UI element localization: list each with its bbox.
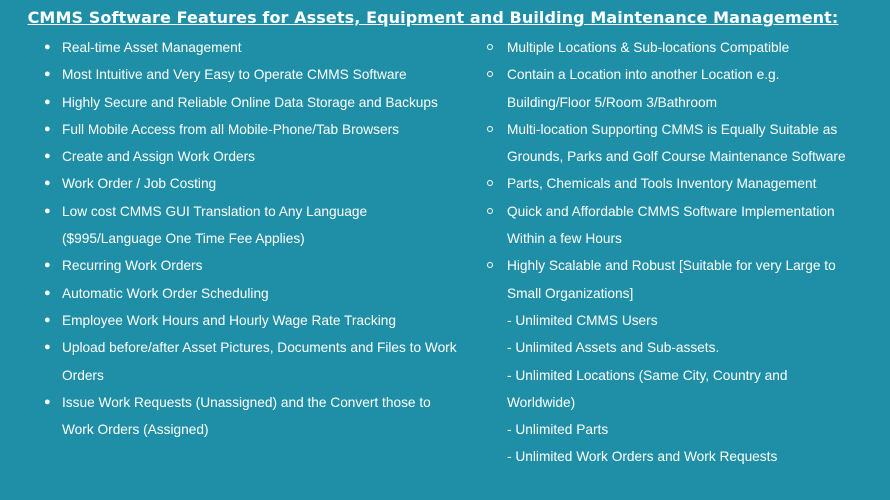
bullet-icon: ● (44, 259, 51, 272)
list-item-text: Highly Secure and Reliable Online Data Storage and Backups (62, 94, 438, 110)
list-item (44, 170, 462, 197)
bullet-icon: ● (44, 177, 51, 190)
list-item (507, 198, 857, 253)
bullet-icon: ● (44, 122, 51, 135)
list-item-text: Contain a Location into another Location e.g. Building/Floor 5/Room 3/Bathroom (507, 67, 780, 110)
sub-list-item-text: - Unlimited CMMS Users (507, 312, 658, 328)
sub-list-item (507, 334, 857, 361)
circle-bullet-icon (487, 180, 493, 186)
list-item (44, 34, 462, 61)
list-item (44, 198, 462, 253)
circle-bullet-icon (487, 208, 493, 214)
bullet-icon: ● (44, 95, 51, 108)
list-item-text: Highly Scalable and Robust [Suitable for very Large to Small Organizations] (507, 258, 836, 301)
list-item-text: Work Order / Job Costing (62, 176, 217, 192)
sub-list-item (507, 362, 857, 417)
list-item-text: Issue Work Requests (Unassigned) and the Convert those to Work Orders (Assigned) (62, 394, 431, 438)
list-item (507, 34, 857, 61)
circle-bullet-icon (487, 44, 493, 50)
list-item-text: Upload before/after Asset Pictures, Documents and Files to Work Orders (62, 340, 457, 383)
list-item (507, 252, 857, 307)
list-item (507, 61, 857, 116)
list-item (44, 89, 462, 116)
sub-list-item (507, 416, 857, 443)
list-item-text: Create and Assign Work Orders (62, 149, 255, 165)
sub-list-item-text: - Unlimited Locations (Same City, Country and Worldwide) (507, 367, 788, 410)
list-item-text: Most Intuitive and Very Easy to Operate CMMS Software (62, 67, 407, 83)
circle-bullet-icon (487, 71, 493, 77)
list-item-text: Employee Work Hours and Hourly Wage Rate Tracking (62, 312, 396, 328)
feature-list-right (507, 34, 857, 471)
bullet-icon: ● (44, 341, 51, 354)
bullet-icon: ● (44, 41, 51, 53)
list-item (44, 116, 462, 143)
bullet-icon: ● (44, 395, 51, 408)
list-item-text: Multi-location Supporting CMMS is Equally Suitable as Grounds, Parks and Golf Course Maintenance Software (507, 121, 846, 165)
sub-list-item-text: - Unlimited Parts (507, 422, 609, 438)
list-item (507, 116, 857, 171)
sub-list-item (507, 307, 857, 334)
list-item-text: Quick and Affordable CMMS Software Implementation Within a few Hours (507, 203, 835, 247)
list-item (44, 389, 462, 444)
list-item-text: Recurring Work Orders (62, 258, 203, 274)
bullet-icon: ● (44, 313, 51, 326)
sub-list-item-text: - Unlimited Assets and Sub-assets. (507, 340, 720, 356)
list-item (507, 170, 857, 197)
page-title: CMMS Software Features for Assets, Equipment and Building Maintenance Management: (27, 8, 839, 27)
bullet-icon: ● (44, 204, 51, 217)
list-item-text: Full Mobile Access from all Mobile-Phone/Tab Browsers (62, 121, 399, 137)
list-item (44, 143, 462, 170)
bullet-icon: ● (44, 68, 51, 81)
list-item-text: Low cost CMMS GUI Translation to Any Language ($995/Language One Time Fee Applies) (62, 203, 368, 247)
bullet-icon: ● (44, 150, 51, 163)
list-item (44, 252, 462, 279)
list-item-text: Multiple Locations & Sub-locations Compatible (507, 40, 790, 55)
list-item-text: Parts, Chemicals and Tools Inventory Management (507, 176, 817, 192)
list-item (44, 334, 462, 389)
circle-bullet-icon (487, 126, 493, 132)
list-item (44, 307, 462, 334)
bullet-icon: ● (44, 286, 51, 299)
feature-list-left (44, 34, 462, 443)
list-item (44, 61, 462, 88)
sub-list-item-text: - Unlimited Work Orders and Work Requests (507, 449, 778, 465)
circle-bullet-icon (487, 262, 493, 268)
list-item (44, 280, 462, 307)
sub-list-item (507, 443, 857, 470)
list-item-text: Automatic Work Order Scheduling (62, 285, 269, 301)
list-item-text: Real-time Asset Management (62, 40, 242, 55)
